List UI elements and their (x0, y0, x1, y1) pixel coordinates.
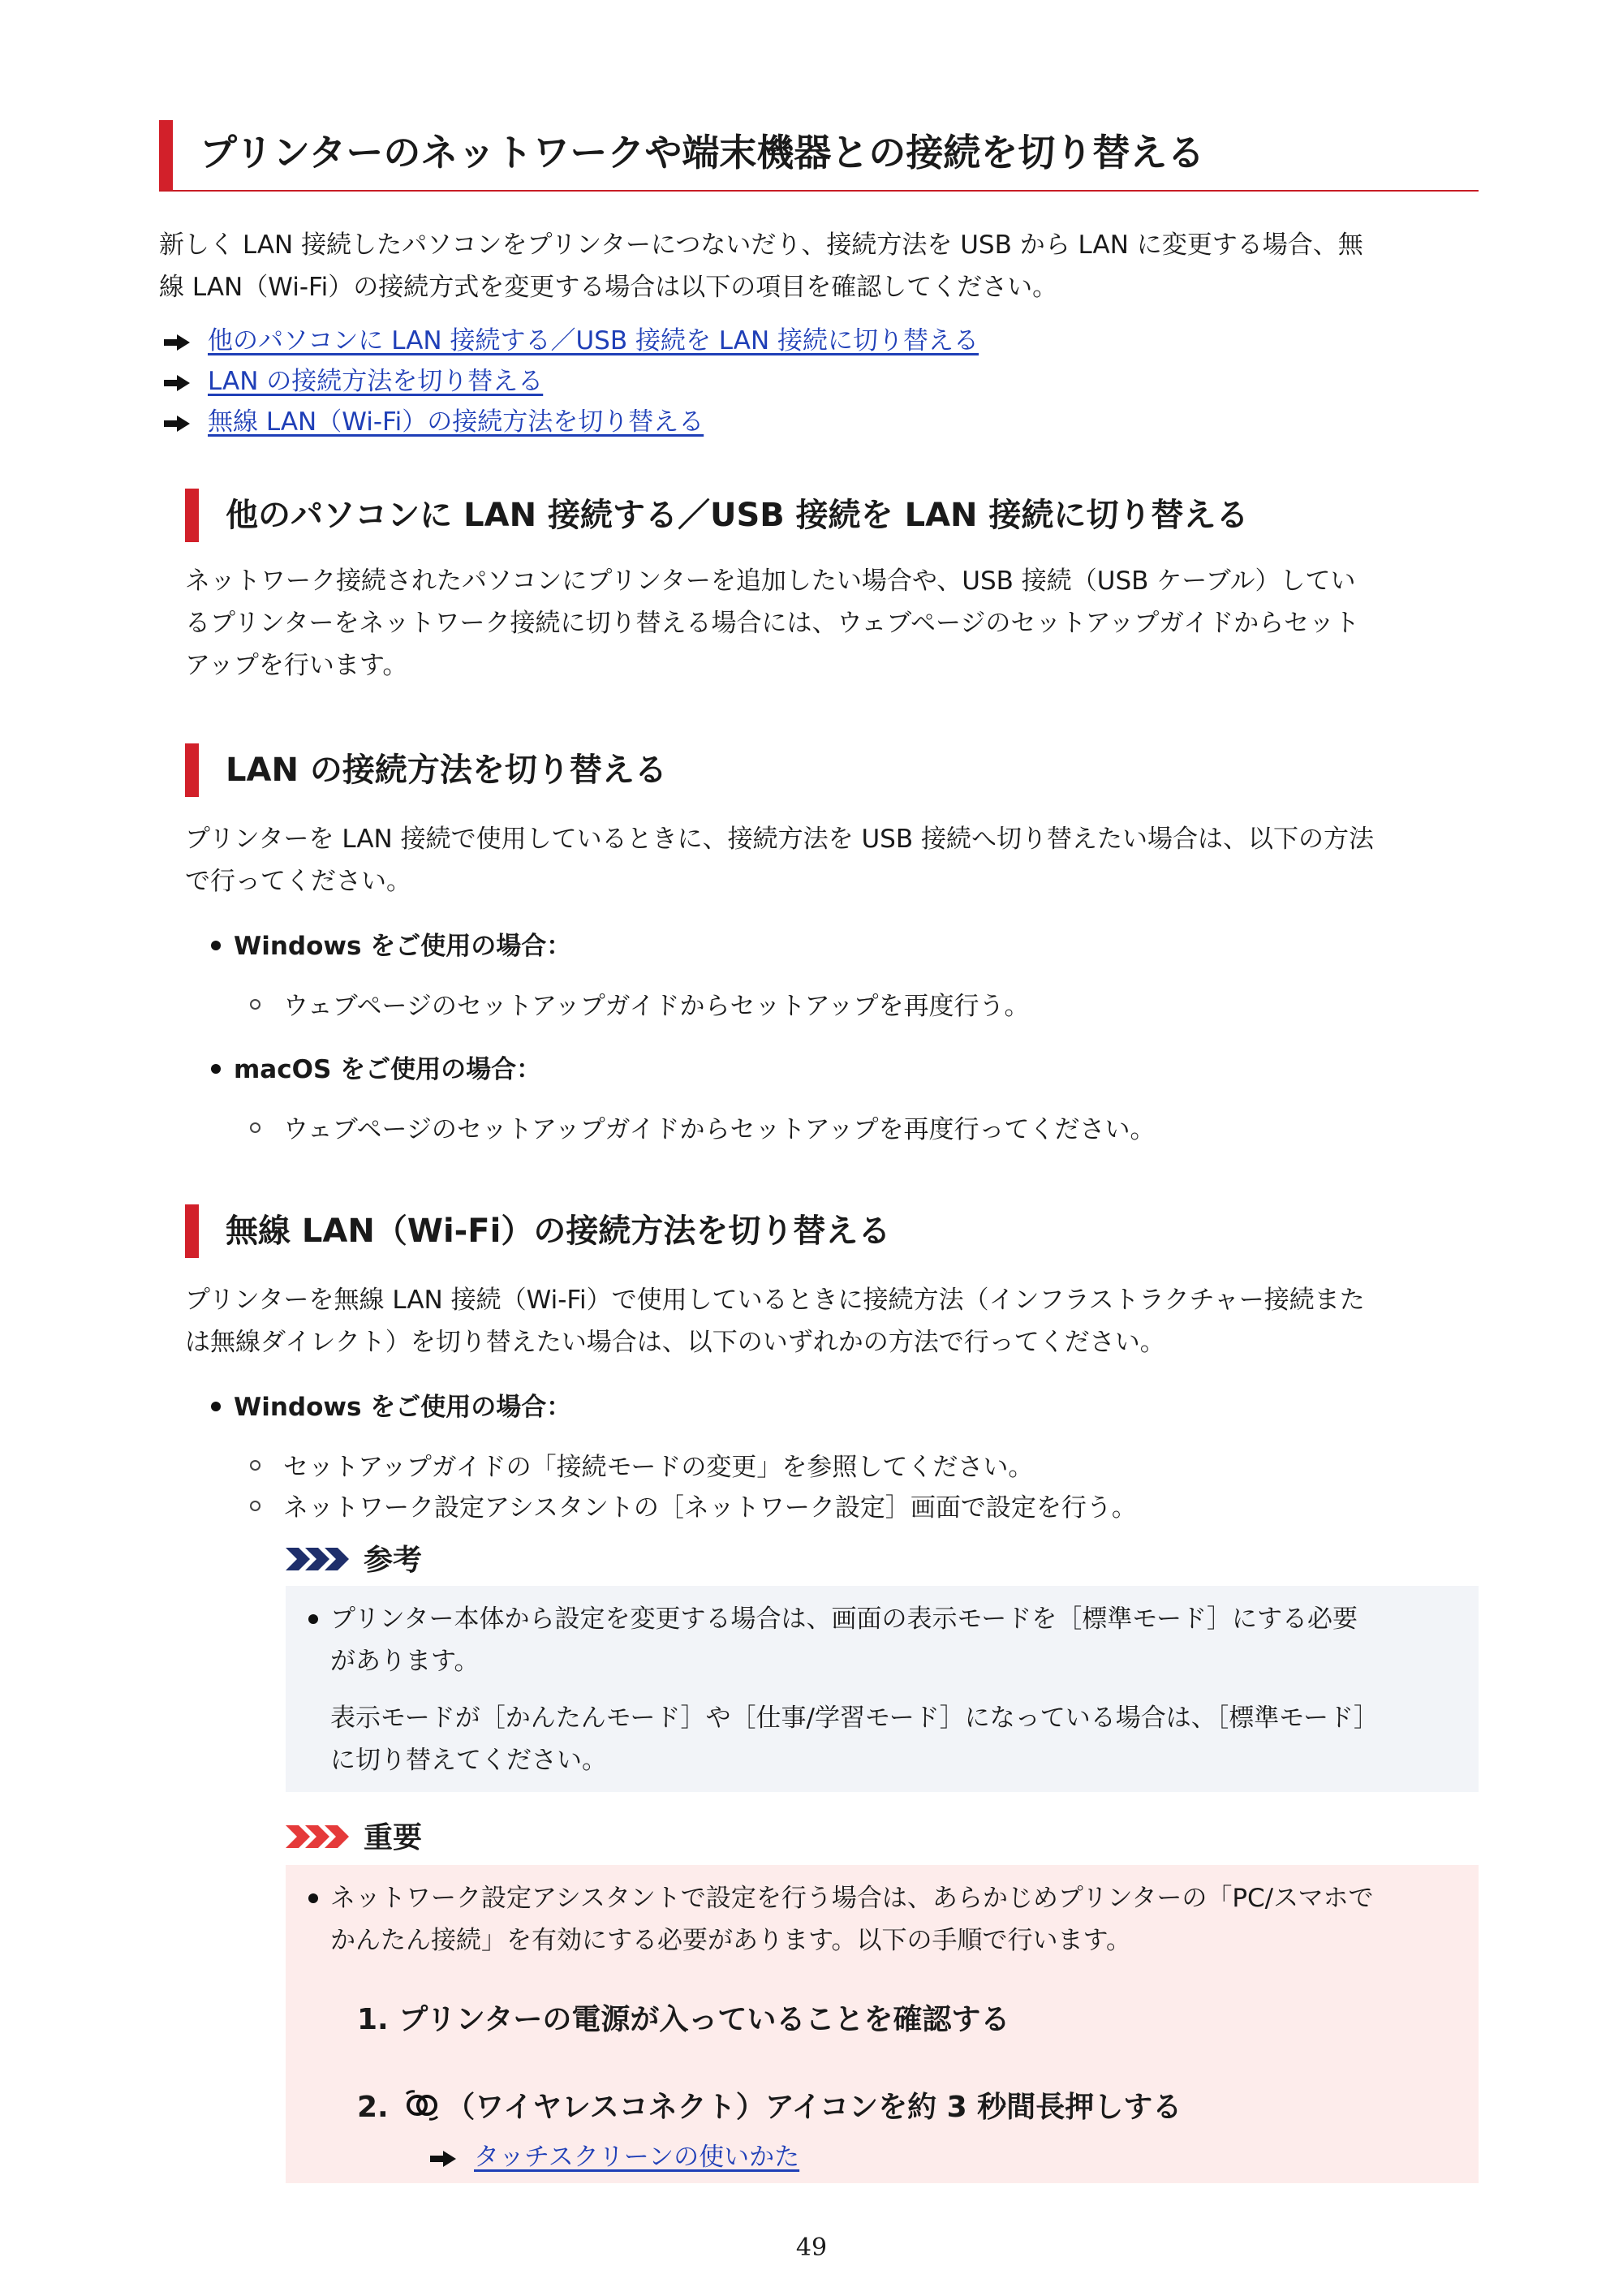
page-title-text: プリンターのネットワークや端末機器との接続を切り替える (200, 131, 1205, 174)
bullet-dot (211, 941, 221, 950)
sub-item-text: ウェブページのセットアップガイドからセットアップを再度行う。 (283, 992, 1030, 1021)
section-paragraph (185, 1279, 1365, 1363)
sub-item (250, 1450, 1033, 1485)
step-2 (357, 2087, 1182, 2128)
paragraph-line: ネットワーク接続されたパソコンにプリンターを追加したい場合や、USB 接続（USB ケーブル）してい (185, 566, 1356, 596)
note-line: 表示モードが［かんたんモード］や［仕事/学習モード］になっている場合は、［標準モード］ (330, 1704, 1379, 1733)
sub-item-text: セットアップガイドの「接続モードの変更」を参照してください。 (283, 1453, 1034, 1482)
arrow-right-icon (162, 414, 192, 433)
step-text: （ワイヤレスコネクト）アイコンを約 3 秒間長押しする (446, 2091, 1182, 2124)
bullet-dot (211, 1402, 221, 1411)
link-item[interactable] (428, 2139, 799, 2175)
link-lan-connect[interactable]: 他のパソコンに LAN 接続する／USB 接続を LAN 接続に切り替える (208, 326, 979, 355)
heading-accent-bar (159, 120, 173, 190)
arrow-right-icon (162, 373, 192, 393)
arrow-right-icon (162, 333, 192, 352)
link-lan-method[interactable]: LAN の接続方法を切り替える (208, 367, 544, 396)
bullet-item (211, 1052, 541, 1088)
section-paragraph (185, 818, 1374, 902)
note-line: があります。 (330, 1647, 480, 1676)
note-header (286, 1540, 422, 1581)
wireless-connect-icon (403, 2089, 441, 2122)
important-line: かんたん接続」を有効にする必要があります。以下の手順で行います。 (330, 1926, 1132, 1955)
heading-accent-bar (185, 1204, 199, 1258)
step-number: 2. (357, 2091, 389, 2124)
bullet-item (211, 928, 571, 964)
step-1: 1. プリンターの電源が入っていることを確認する (357, 2003, 1010, 2036)
paragraph-line: るプリンターをネットワーク接続に切り替える場合には、ウェブページのセットアップガイドからセット (185, 609, 1360, 638)
paragraph-line: プリンターを無線 LAN 接続（Wi-Fi）で使用しているときに接続方法（インフラストラクチャー接続また (185, 1286, 1365, 1315)
important-arrows-icon (286, 1823, 354, 1850)
paragraph-line: で行ってください。 (185, 867, 411, 896)
section-paragraph (185, 560, 1359, 687)
bullet-dot (211, 1064, 221, 1074)
sub-item-text: ネットワーク設定アシスタントの［ネットワーク設定］画面で設定を行う。 (283, 1493, 1137, 1523)
heading-accent-bar (185, 743, 199, 797)
paragraph-line: は無線ダイレクト）を切り替えたい場合は、以下のいずれかの方法で行ってください。 (185, 1328, 1165, 1357)
note-arrows-icon (286, 1545, 354, 1573)
note-line: に切り替えてください。 (330, 1746, 607, 1775)
important-header (286, 1818, 422, 1859)
important-label: 重要 (364, 1821, 423, 1854)
sub-bullet-circle (250, 999, 260, 1010)
intro-line: 新しく LAN 接続したパソコンをプリンターにつないだり、接続方法を USB から LAN に変更する場合、無 (159, 230, 1363, 260)
bullet-item (211, 1389, 571, 1425)
link-item[interactable] (162, 404, 704, 440)
section-title: LAN の接続方法を切り替える (226, 752, 667, 789)
intro-line: 線 LAN（Wi-Fi）の接続方式を変更する場合は以下の項目を確認してください。 (159, 273, 1058, 302)
sub-bullet-circle (250, 1501, 260, 1511)
sub-item (250, 1112, 1155, 1148)
page-title (159, 120, 1479, 192)
paragraph-line: アップを行います。 (185, 651, 408, 680)
important-line: ネットワーク設定アシスタントで設定を行う場合は、あらかじめプリンターの「PC/スマホで (330, 1884, 1374, 1913)
bullet-label: Windows をご使用の場合： (234, 932, 572, 961)
sub-bullet-circle (250, 1122, 260, 1133)
section-title: 無線 LAN（Wi-Fi）の接続方法を切り替える (226, 1213, 891, 1250)
link-touchscreen[interactable]: タッチスクリーンの使いかた (474, 2143, 800, 2172)
sub-item-text: ウェブページのセットアップガイドからセットアップを再度行ってください。 (283, 1115, 1156, 1144)
note-line: プリンター本体から設定を変更する場合は、画面の表示モードを［標準モード］にする必要 (330, 1605, 1358, 1634)
section-title: 他のパソコンに LAN 接続する／USB 接続を LAN 接続に切り替える (226, 497, 1249, 534)
link-item[interactable] (162, 323, 979, 359)
heading-accent-bar (185, 489, 199, 542)
note-box (286, 1586, 1479, 1792)
intro-paragraph (159, 224, 1363, 308)
arrow-right-icon (428, 2149, 458, 2169)
bullet-dot (308, 1893, 318, 1903)
note-label: 参考 (364, 1544, 423, 1577)
bullet-label: Windows をご使用の場合： (234, 1393, 572, 1422)
page-number: 49 (795, 2234, 828, 2262)
bullet-dot (308, 1614, 318, 1624)
paragraph-line: プリンターを LAN 接続で使用しているときに、接続方法を USB 接続へ切り替えたい場合は、以下の方法 (185, 825, 1374, 854)
link-item[interactable] (162, 364, 543, 399)
sub-bullet-circle (250, 1460, 260, 1471)
sub-item (250, 989, 1029, 1024)
sub-item (250, 1490, 1137, 1526)
bullet-label: macOS をご使用の場合： (234, 1055, 542, 1084)
link-wifi-method[interactable]: 無線 LAN（Wi-Fi）の接続方法を切り替える (208, 407, 704, 437)
